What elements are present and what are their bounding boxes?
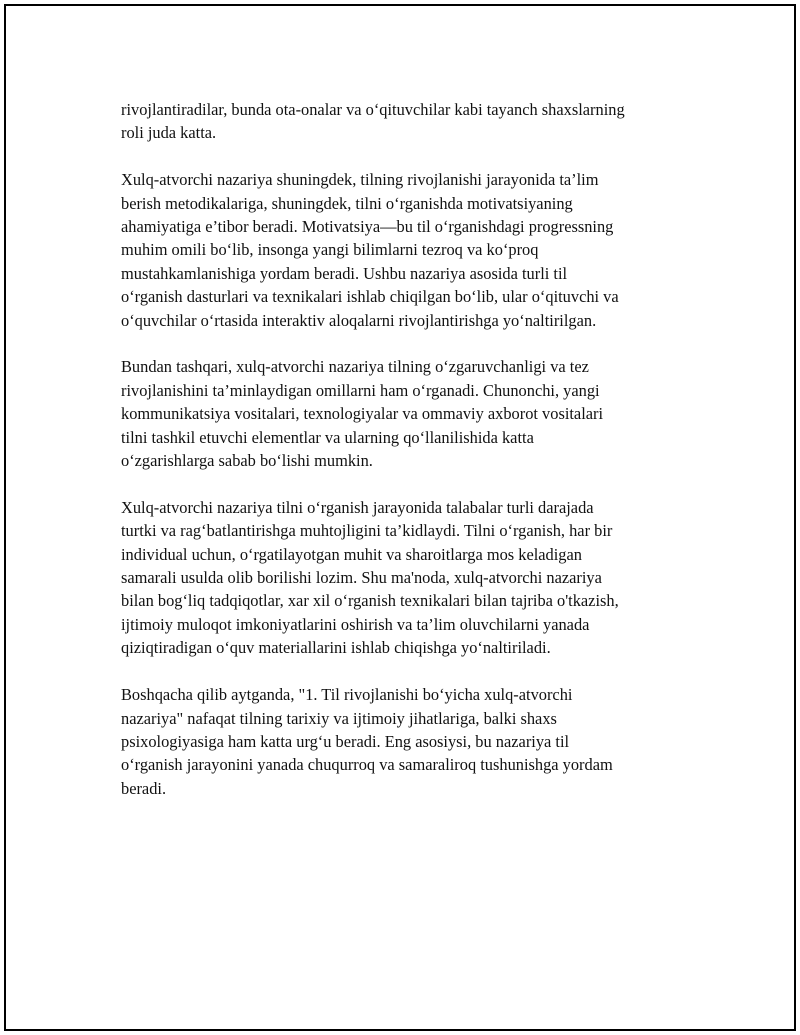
text-line: Xulq-atvorchi nazariya shuningdek, tilning rivojlanishi jarayonida ta’lim (121, 170, 599, 190)
text-line: o‘rganish dasturlari va texnikalari ishlab chiqilgan bo‘lib, ular o‘qituvchi va (121, 287, 619, 307)
paragraph-3 (121, 355, 721, 472)
text-line: Bundan tashqari, xulq-atvorchi nazariya tilning o‘zgaruvchanligi va tez (121, 357, 589, 377)
text-line: roli juda katta. (121, 123, 217, 143)
text-line: Xulq-atvorchi nazariya tilni o‘rganish jarayonida talabalar turli darajada (121, 497, 594, 517)
text-line: tilni tashkil etuvchi elementlar va ularning qo‘llanilishida katta (121, 427, 534, 447)
text-line: rivojlanishini ta’minlaydigan omillarni ham o‘rganadi. Chunonchi, yangi (121, 380, 600, 400)
text-line: qiziqtiradigan o‘quv materiallarini ishlab chiqishga yo‘naltiriladi. (121, 638, 551, 658)
text-line: bilan bog‘liq tadqiqotlar, xar xil o‘rganish texnikalari bilan tajriba o'tkazish, (121, 591, 619, 611)
text-line: o‘zgarishlarga sabab bo‘lishi mumkin. (121, 451, 373, 471)
text-line: nazariya" nafaqat tilning tarixiy va ijtimoiy jihatlariga, balki shaxs (121, 708, 557, 728)
paragraph-5 (121, 683, 721, 800)
text-line: muhim omili bo‘lib, insonga yangi bilimlarni tezroq va ko‘proq (121, 240, 539, 260)
text-line: samarali usulda olib borilishi lozim. Shu ma'noda, xulq-atvorchi nazariya (121, 568, 602, 588)
text-line: o‘rganish jarayonini yanada chuqurroq va samaraliroq tushunishga yordam (121, 755, 613, 775)
text-line: ahamiyatiga e’tibor beradi. Motivatsiya—bu til o‘rganishdagi progressning (121, 217, 614, 237)
paragraph-4 (121, 496, 721, 660)
text-line: mustahkamlanishiga yordam beradi. Ushbu nazariya asosida turli til (121, 263, 568, 283)
text-line: individual uchun, o‘rgatilayotgan muhit va sharoitlarga mos keladigan (121, 544, 582, 564)
text-line: berish metodikalariga, shuningdek, tilni o‘rganishda motivatsiyaning (121, 193, 573, 213)
paragraph-2 (121, 168, 721, 332)
paragraph-1 (121, 98, 721, 145)
text-line: o‘quvchilar o‘rtasida interaktiv aloqalarni rivojlantirishga yo‘naltirilgan. (121, 310, 597, 330)
page-frame (4, 4, 796, 1031)
text-line: Boshqacha qilib aytganda, "1. Til rivojlanishi bo‘yicha xulq-atvorchi (121, 685, 573, 705)
text-line: beradi. (121, 778, 167, 798)
text-line: psixologiyasiga ham katta urg‘u beradi. Eng asosiysi, bu nazariya til (121, 731, 570, 751)
text-line: ijtimoiy muloqot imkoniyatlarini oshirish va ta’lim oluvchilarni yanada (121, 614, 590, 634)
text-line: rivojlantiradilar, bunda ota-onalar va o‘qituvchilar kabi tayanch shaxslarning (121, 100, 625, 119)
document-body (121, 98, 721, 824)
text-line: turtki va rag‘batlantirishga muhtojligini ta’kidlaydi. Tilni o‘rganish, har bir (121, 521, 613, 541)
text-line: kommunikatsiya vositalari, texnologiyalar va ommaviy axborot vositalari (121, 404, 604, 424)
